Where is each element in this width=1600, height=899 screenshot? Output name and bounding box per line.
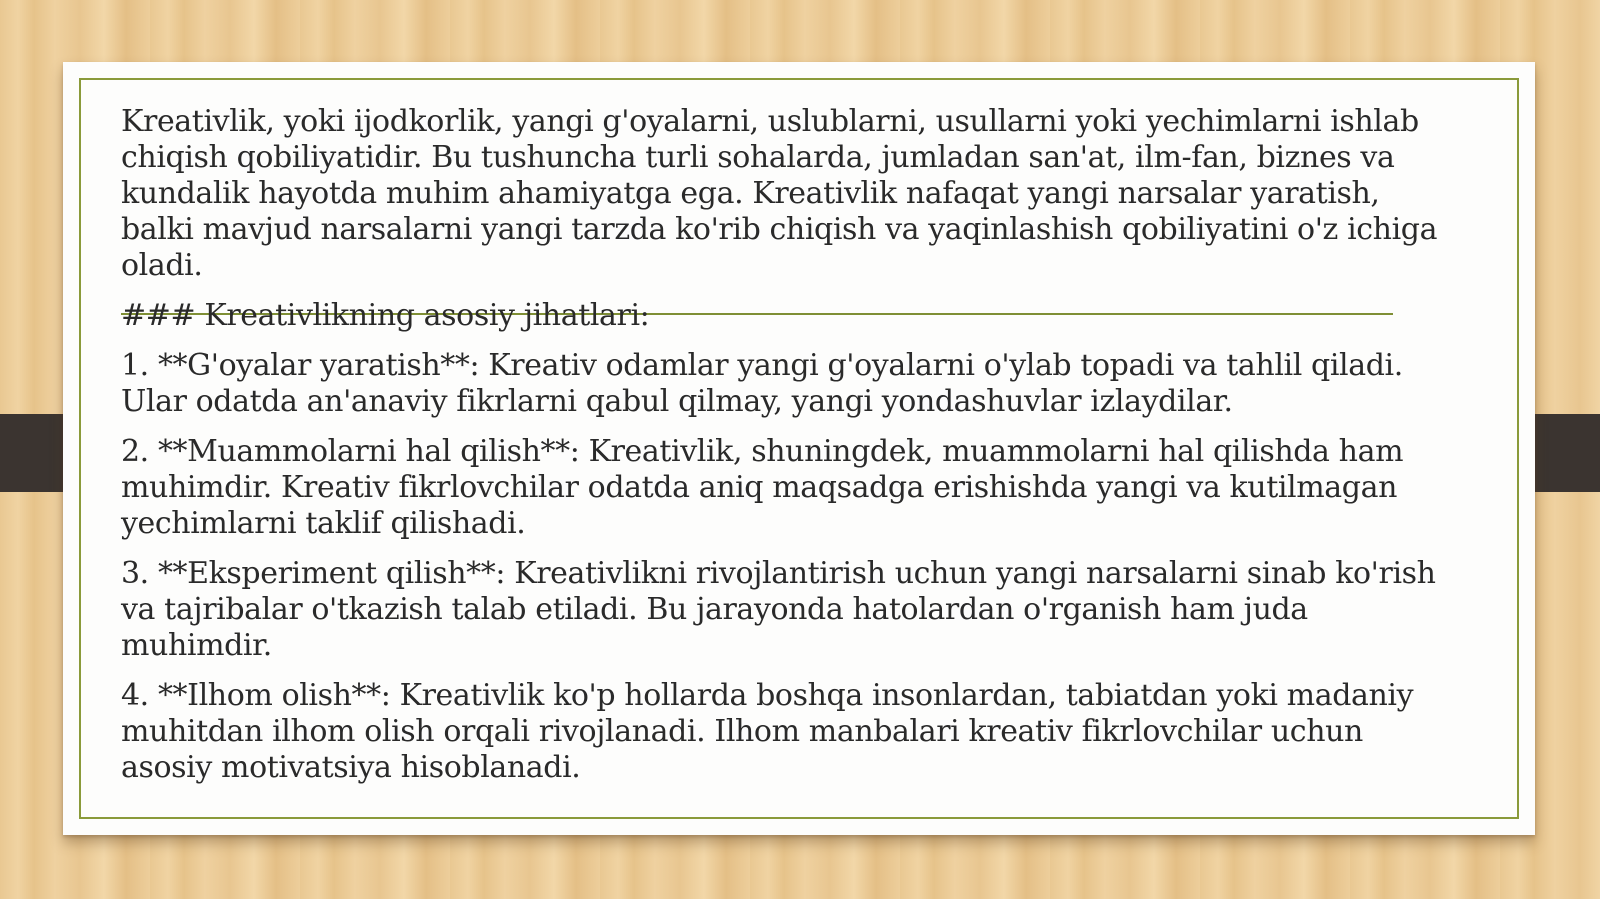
section-heading — [121, 298, 1451, 334]
section-heading-text: ### Kreativlikning asosiy jihatlari: — [121, 298, 650, 333]
list-item-2: 2. **Muammolarni hal qilish**: Kreativlik, shuningdek, muammolarni hal qilishda ham muhimdir. Kreativ fikrlovchilar odatda aniq maqsadga erishishda yangi va kutilmagan yechimlarni taklif qilishadi. — [121, 434, 1404, 541]
list-item-1: 1. **G'oyalar yaratish**: Kreativ odamlar yangi g'oyalarni o'ylab topadi va tahlil qiladi. Ular odatda an'anaviy fikrlarni qabul qilmay, yangi yondashuvlar izlaydilar. — [121, 348, 1403, 419]
list-item-4: 4. **Ilhom olish**: Kreativlik ko'p hollarda boshqa insonlardan, tabiatdan yoki madaniy muhitdan ilhom olish orqali rivojlanadi. Ilhom manbalari kreativ fikrlovchilar uchun asosiy motivatsiya hisoblanadi. — [121, 678, 1414, 785]
intro-paragraph: Kreativlik, yoki ijodkorlik, yangi g'oyalarni, uslublarni, usullarni yoki yechimlarni ishlab chiqish qobiliyatidir. Bu tushuncha turli sohalarda, jumladan san'at, ilm-fan, biznes va kundalik hayotda muhim ahamiyatga ega. Kreativlik nafaqat yangi narsalar yaratish, balki mavjud narsalarni yangi tarzda ko'rib chiqish va yaqinlashish qobiliyatini o'z ichiga oladi. — [121, 104, 1438, 283]
slide-content — [121, 104, 1451, 800]
list-item-3: 3. **Eksperiment qilish**: Kreativlikni rivojlantirish uchun yangi narsalarni sinab ko'rish va tajribalar o'tkazish talab etiladi. Bu jarayonda hatolardan o'rganish ham juda muhimdir. — [121, 556, 1436, 663]
